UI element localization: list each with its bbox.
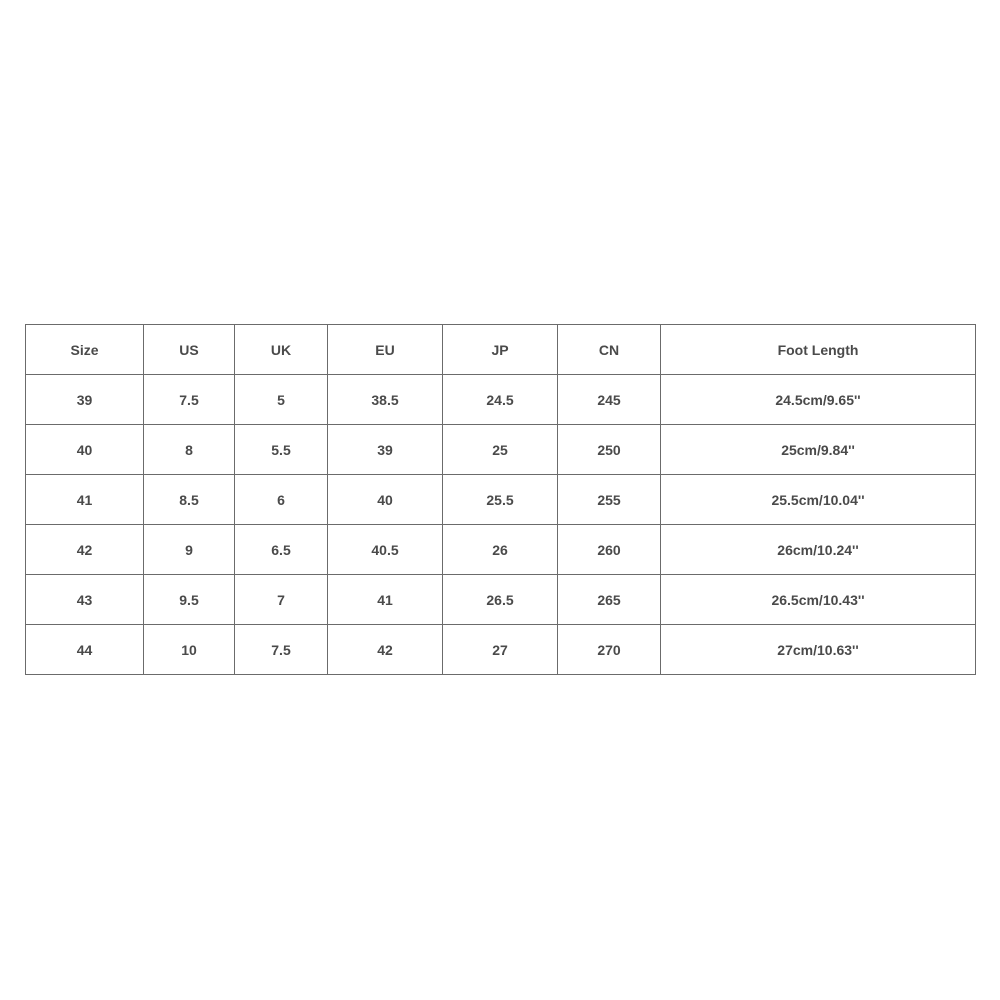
cell-jp: 24.5 <box>443 375 558 425</box>
table-row <box>26 475 976 525</box>
cell-size: 43 <box>26 575 144 625</box>
cell-cn: 265 <box>558 575 661 625</box>
cell-cn: 260 <box>558 525 661 575</box>
cell-eu: 41 <box>328 575 443 625</box>
cell-eu: 39 <box>328 425 443 475</box>
cell-jp: 25.5 <box>443 475 558 525</box>
cell-jp: 26.5 <box>443 575 558 625</box>
cell-foot-length: 25cm/9.84'' <box>661 425 976 475</box>
cell-eu: 40 <box>328 475 443 525</box>
cell-us: 8 <box>144 425 235 475</box>
cell-size: 40 <box>26 425 144 475</box>
header-cell-foot-length: Foot Length <box>661 325 976 375</box>
cell-foot-length: 27cm/10.63'' <box>661 625 976 675</box>
table-row <box>26 625 976 675</box>
table-row <box>26 375 976 425</box>
cell-us: 8.5 <box>144 475 235 525</box>
header-cell-jp: JP <box>443 325 558 375</box>
table-row <box>26 525 976 575</box>
cell-uk: 7.5 <box>235 625 328 675</box>
cell-foot-length: 26cm/10.24'' <box>661 525 976 575</box>
cell-uk: 6 <box>235 475 328 525</box>
cell-uk: 7 <box>235 575 328 625</box>
cell-cn: 250 <box>558 425 661 475</box>
header-cell-size: Size <box>26 325 144 375</box>
cell-size: 41 <box>26 475 144 525</box>
cell-size: 39 <box>26 375 144 425</box>
cell-us: 9.5 <box>144 575 235 625</box>
cell-uk: 6.5 <box>235 525 328 575</box>
cell-uk: 5 <box>235 375 328 425</box>
cell-jp: 26 <box>443 525 558 575</box>
header-cell-uk: UK <box>235 325 328 375</box>
size-chart-table <box>25 324 976 675</box>
cell-us: 10 <box>144 625 235 675</box>
header-cell-cn: CN <box>558 325 661 375</box>
header-cell-eu: EU <box>328 325 443 375</box>
cell-cn: 255 <box>558 475 661 525</box>
cell-eu: 42 <box>328 625 443 675</box>
cell-us: 9 <box>144 525 235 575</box>
cell-cn: 270 <box>558 625 661 675</box>
cell-foot-length: 24.5cm/9.65'' <box>661 375 976 425</box>
cell-uk: 5.5 <box>235 425 328 475</box>
cell-foot-length: 26.5cm/10.43'' <box>661 575 976 625</box>
cell-size: 42 <box>26 525 144 575</box>
cell-size: 44 <box>26 625 144 675</box>
table-row <box>26 425 976 475</box>
cell-eu: 40.5 <box>328 525 443 575</box>
cell-us: 7.5 <box>144 375 235 425</box>
table-header-row <box>26 325 976 375</box>
cell-jp: 27 <box>443 625 558 675</box>
cell-jp: 25 <box>443 425 558 475</box>
cell-cn: 245 <box>558 375 661 425</box>
table-row <box>26 575 976 625</box>
header-cell-us: US <box>144 325 235 375</box>
cell-foot-length: 25.5cm/10.04'' <box>661 475 976 525</box>
cell-eu: 38.5 <box>328 375 443 425</box>
